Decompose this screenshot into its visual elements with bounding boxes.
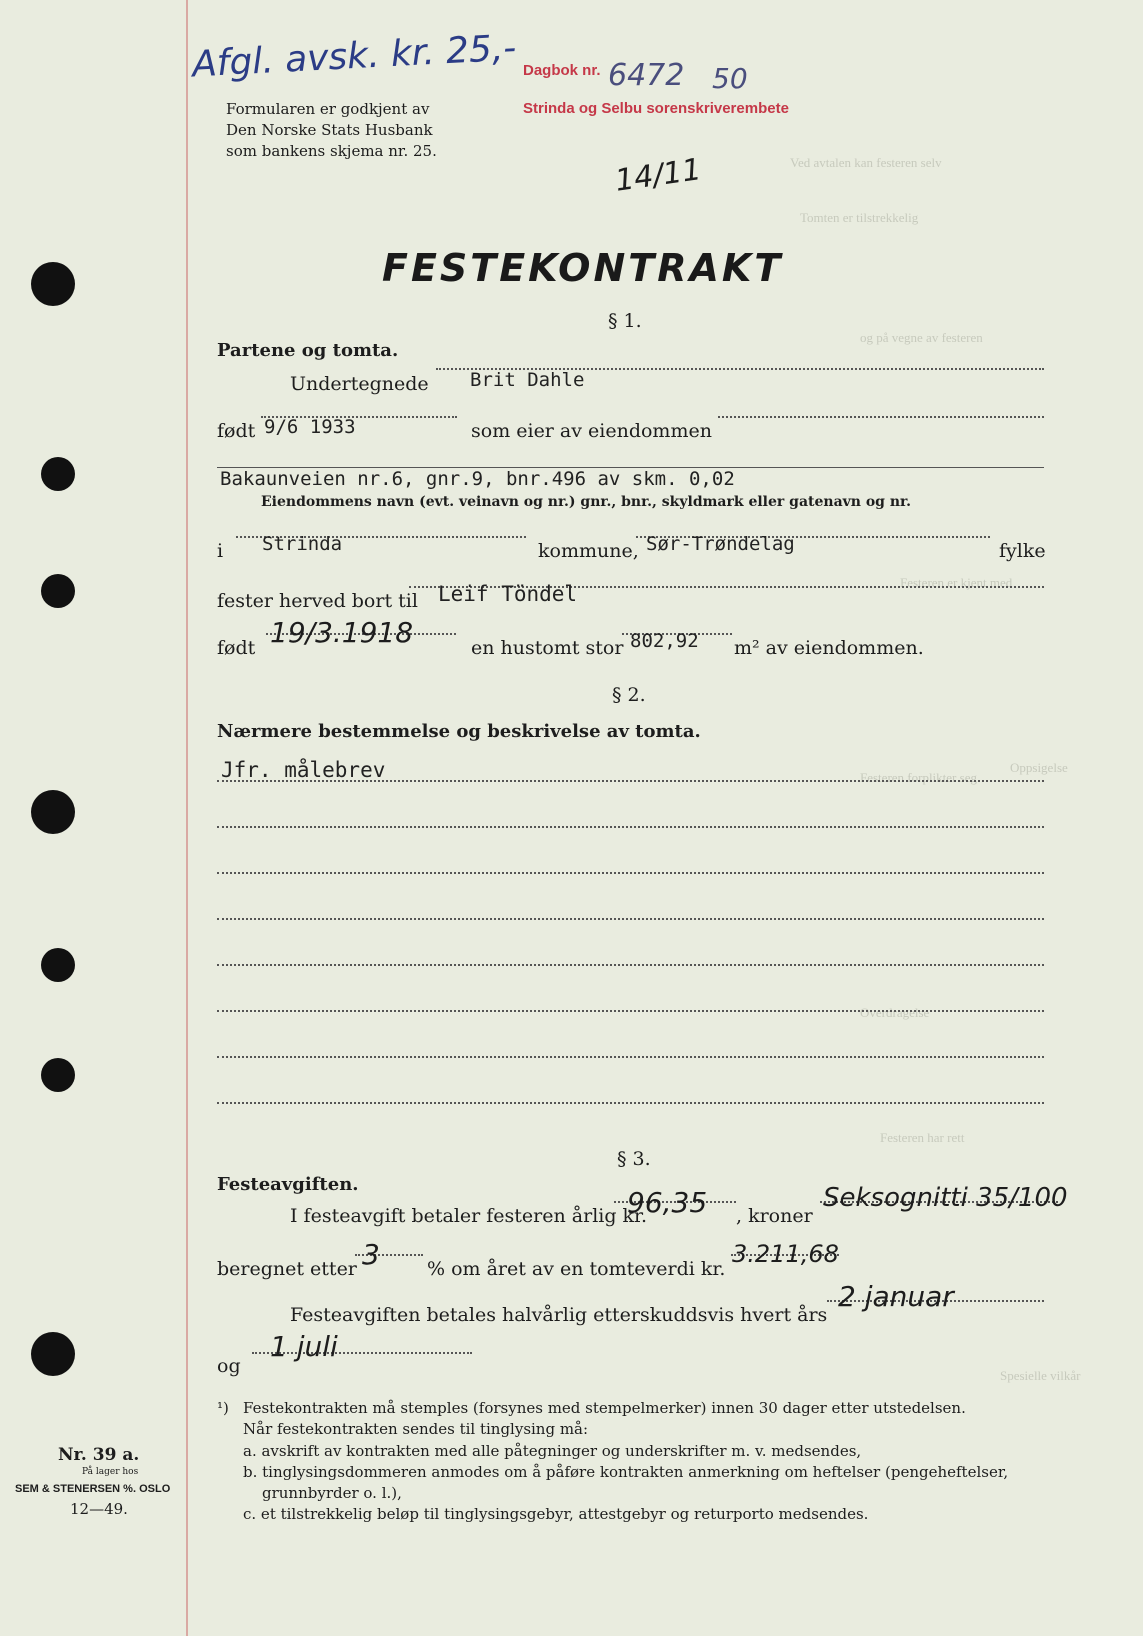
punch-hole: [41, 457, 75, 491]
bleed-through-text: Oppsigelse: [1010, 760, 1068, 775]
section-heading: Nærmere bestemmelse og beskrivelse av tomta.: [217, 721, 701, 742]
amount-value: 96,35: [627, 1186, 708, 1219]
publisher-small: På lager hos: [82, 1467, 139, 1477]
bleed-through-text: Ved avtalen kan festeren selv: [790, 155, 942, 170]
bleed-through-text: Overdragelse: [860, 1005, 930, 1020]
hustomt-unit: m² av eiendommen.: [734, 637, 924, 659]
document-title: FESTEKONTRAKT: [382, 246, 784, 290]
description-line: [217, 918, 1044, 920]
i-label: i: [217, 540, 224, 562]
date1-value: 2 januar: [838, 1280, 954, 1313]
punch-hole: [41, 1058, 75, 1092]
footnote-line: b. tinglysingsdommeren anmodes om å påføre kontrakten anmerkning om heftelser (pengeheftelser,: [243, 1463, 1009, 1481]
percent-label: % om året av en tomteverdi kr.: [427, 1258, 726, 1280]
section-number: § 3.: [617, 1148, 651, 1170]
bleed-through-text: Festeren forplikter seg: [860, 770, 977, 785]
property-caption: Eiendommens navn (evt. veinavn og nr.) gnr., bnr., skyldmark eller gatenavn og nr.: [261, 494, 911, 510]
beregnet-label: beregnet etter: [217, 1258, 357, 1280]
footnote-line: grunnbyrder o. l.),: [262, 1484, 402, 1502]
footnote-marker: ¹): [217, 1399, 229, 1417]
stamp-journal-year: 50: [712, 62, 748, 95]
description-line: [217, 1056, 1044, 1058]
description-line: [217, 826, 1044, 828]
stamp-journal-prefix: Dagbok nr.: [523, 62, 601, 79]
footnote-line: Når festekontrakten sendes til tinglysing må:: [243, 1420, 589, 1438]
property-value: Bakaunveien nr.6, gnr.9, bnr.496 av skm. 0,02: [220, 468, 735, 490]
kroner-label: , kroner: [736, 1205, 813, 1227]
punch-hole: [31, 1332, 75, 1376]
punch-hole: [41, 948, 75, 982]
footnote-line: c. et tilstrekkelig beløp til tinglysingsgebyr, attestgebyr og returporto medsendes.: [243, 1505, 869, 1523]
bleed-through-text: Tomten er tilstrekkelig: [800, 210, 919, 225]
form-date: 12—49.: [70, 1500, 128, 1518]
fester-value: Leif Töndel: [438, 582, 578, 606]
tomteverdi-value: 3.211,68: [732, 1240, 839, 1268]
bleed-through-text: Festeren er kjent med: [900, 575, 1013, 590]
punch-hole: [41, 574, 75, 608]
undertegnede-value: Brit Dahle: [470, 369, 585, 391]
bleed-through-text: og på vegne av festeren: [860, 330, 983, 345]
stamp-office: Strinda og Selbu sorenskriverembete: [523, 100, 789, 117]
margin-line: [186, 0, 188, 1636]
handwritten-fee: Afgl. avsk. kr. 25,-: [191, 27, 518, 86]
fodt-label: født: [217, 420, 256, 442]
punch-hole: [31, 262, 75, 306]
festeavgift-label: I festeavgift betaler festeren årlig kr.: [290, 1205, 648, 1227]
date2-value: 1 juli: [270, 1330, 338, 1363]
description-line: [217, 780, 1044, 782]
handwritten-date: 14/11: [612, 152, 704, 199]
fylke-label: fylke: [999, 540, 1046, 562]
fodt2-label: født: [217, 637, 256, 659]
kommune-value: Strinda: [262, 533, 343, 555]
percent-value: 3: [362, 1238, 380, 1271]
owner-label: som eier av eiendommen: [471, 420, 712, 442]
punch-hole: [31, 790, 75, 834]
property-line: [217, 467, 1044, 468]
owner-line: [718, 416, 1044, 418]
section-number: § 2.: [612, 684, 646, 706]
fodt2-value: 19/3.1918: [270, 616, 414, 649]
description-line: [217, 1102, 1044, 1104]
description-line: [217, 964, 1044, 966]
section-heading: Festeavgiften.: [217, 1174, 359, 1195]
approval-line: Formularen er godkjent av: [226, 100, 430, 118]
stamp-journal-number: 6472: [608, 58, 685, 93]
footnote-line: Festekontrakten må stemples (forsynes med stempelmerker) innen 30 dager etter utstedelsen.: [243, 1399, 966, 1417]
fylke-value: Sør-Trøndelag: [646, 533, 795, 555]
kommune-label: kommune,: [538, 540, 639, 562]
description-line: [217, 872, 1044, 874]
halvaarlig-label: Festeavgiften betales halvårlig etterskuddsvis hvert års: [290, 1304, 828, 1326]
fester-label: fester herved bort til: [217, 590, 418, 612]
form-number: Nr. 39 a.: [58, 1445, 140, 1465]
bleed-through-text: Spesielle vilkår: [1000, 1368, 1081, 1383]
amount-words: Seksognitti 35/100: [823, 1183, 1068, 1213]
section-number: § 1.: [608, 310, 642, 332]
footnote-line: a. avskrift av kontrakten med alle påtegninger og underskrifter m. v. medsendes,: [243, 1442, 862, 1460]
approval-line: som bankens skjema nr. 25.: [226, 142, 437, 160]
section-heading: Partene og tomta.: [217, 340, 399, 361]
hustomt-value: 802,92: [630, 630, 699, 652]
bleed-through-text: Festeren har rett: [880, 1130, 965, 1145]
fodt-value: 9/6 1933: [264, 416, 356, 438]
section2-text: Jfr. målebrev: [221, 758, 386, 782]
approval-line: Den Norske Stats Husbank: [226, 121, 433, 139]
hustomt-label: en hustomt stor: [471, 637, 624, 659]
undertegnede-label: Undertegnede: [290, 373, 429, 395]
publisher: SEM & STENERSEN %. OSLO: [15, 1483, 171, 1495]
og-label: og: [217, 1355, 241, 1377]
description-line: [217, 1010, 1044, 1012]
